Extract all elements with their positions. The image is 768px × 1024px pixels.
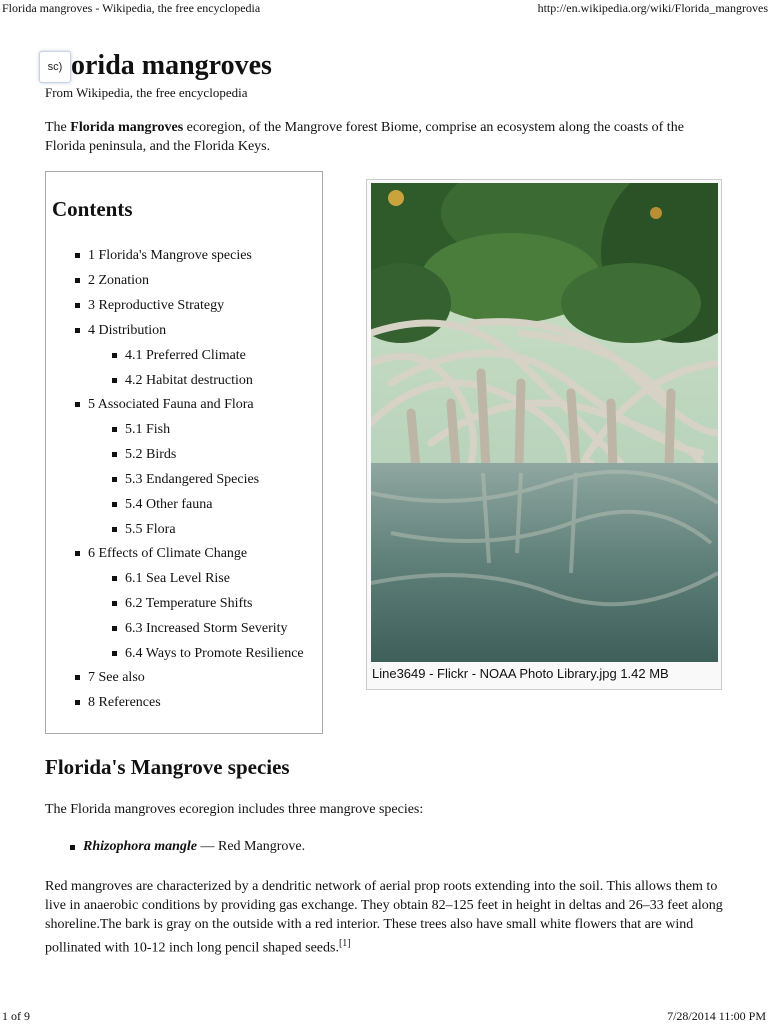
bullet-icon bbox=[75, 303, 80, 308]
toc-item[interactable]: 5 Associated Fauna and Flora bbox=[88, 396, 254, 413]
toc-item[interactable]: 3 Reproductive Strategy bbox=[88, 297, 224, 314]
citation-link[interactable]: [1] bbox=[338, 938, 351, 949]
print-footer-datetime: 7/28/2014 11:00 PM bbox=[667, 1009, 766, 1023]
bullet-icon bbox=[112, 601, 117, 606]
toc-subitem[interactable]: 5.2 Birds bbox=[125, 446, 176, 463]
bullet-icon bbox=[112, 576, 117, 581]
print-footer-page-count: 1 of 9 bbox=[2, 1009, 30, 1023]
figure-thumbnail bbox=[366, 179, 722, 690]
bullet-icon bbox=[112, 502, 117, 507]
toc-subitem[interactable]: 6.1 Sea Level Rise bbox=[125, 570, 230, 587]
toc-subitem[interactable]: 6.4 Ways to Promote Resilience bbox=[125, 645, 304, 662]
toc-subitem[interactable]: 5.4 Other fauna bbox=[125, 496, 212, 513]
bullet-icon bbox=[112, 452, 117, 457]
bullet-icon bbox=[75, 700, 80, 705]
toc-subitem[interactable]: 5.3 Endangered Species bbox=[125, 471, 259, 488]
print-header-title: Florida mangroves - Wikipedia, the free encyclopedia bbox=[2, 1, 261, 15]
bullet-icon bbox=[70, 845, 75, 850]
mangrove-photo[interactable] bbox=[371, 183, 718, 662]
toc-item[interactable]: 1 Florida's Mangrove species bbox=[88, 247, 252, 264]
bullet-icon bbox=[112, 626, 117, 631]
overlay-badge[interactable]: sc) bbox=[39, 51, 71, 83]
bullet-icon bbox=[75, 551, 80, 556]
intro-paragraph: The Florida mangroves ecoregion, of the Mangrove forest Biome, comprise an ecosystem along the coasts of the Florida peninsula, and the Florida Keys. bbox=[45, 120, 684, 154]
section-paragraph: The Florida mangroves ecoregion includes three mangrove species: bbox=[45, 802, 424, 817]
toc-subitem[interactable]: 6.2 Temperature Shifts bbox=[125, 595, 252, 612]
toc-subitem[interactable]: 5.5 Flora bbox=[125, 521, 176, 538]
bullet-icon bbox=[112, 477, 117, 482]
page-subtitle: From Wikipedia, the free encyclopedia bbox=[45, 85, 248, 100]
toc-subitem[interactable]: 4.2 Habitat destruction bbox=[125, 372, 253, 389]
bullet-icon bbox=[112, 527, 117, 532]
toc-item[interactable]: 4 Distribution bbox=[88, 322, 166, 339]
toc-item[interactable]: 8 References bbox=[88, 694, 161, 711]
toc-item[interactable]: 2 Zonation bbox=[88, 272, 149, 289]
bullet-icon bbox=[75, 278, 80, 283]
toc-subitem[interactable]: 5.1 Fish bbox=[125, 421, 170, 438]
intro-bold-term[interactable]: Florida mangroves bbox=[70, 120, 184, 135]
bullet-icon bbox=[75, 253, 80, 258]
table-of-contents bbox=[45, 171, 323, 734]
bullet-icon bbox=[112, 427, 117, 432]
toc-title: Contents bbox=[52, 197, 133, 221]
bullet-icon bbox=[112, 353, 117, 358]
print-header-url: http://en.wikipedia.org/wiki/Florida_mangroves bbox=[537, 1, 768, 15]
bullet-icon bbox=[75, 328, 80, 333]
toc-item[interactable]: 6 Effects of Climate Change bbox=[88, 545, 247, 562]
section-heading: Florida's Mangrove species bbox=[45, 755, 290, 779]
bullet-icon bbox=[75, 402, 80, 407]
bullet-icon bbox=[75, 675, 80, 680]
bullet-icon bbox=[112, 378, 117, 383]
toc-subitem[interactable]: 4.1 Preferred Climate bbox=[125, 347, 246, 364]
toc-subitem[interactable]: 6.3 Increased Storm Severity bbox=[125, 620, 288, 637]
toc-item[interactable]: 7 See also bbox=[88, 669, 145, 686]
section-paragraph-red-mangrove: Red mangroves are characterized by a dendritic network of aerial prop roots extending into the soil. This allows them to live in anaerobic conditions by providing gas exchange. They obtain 82–125 feet in height in deltas and 26–33 feet along shoreline.The bark is gray on the outside with a red interior. These trees also have small white flowers that are wind pollinated with 10-12 inch long pencil shaped seeds.[1] bbox=[45, 879, 723, 956]
figure-caption: Line3649 - Flickr - NOAA Photo Library.jpg 1.42 MB bbox=[372, 666, 669, 681]
species-list-item: Rhizophora mangle — Red Mangrove. bbox=[83, 839, 305, 855]
species-name-link[interactable]: Rhizophora mangle bbox=[83, 839, 197, 854]
bullet-icon bbox=[112, 651, 117, 656]
page-title: orida mangroves bbox=[71, 50, 272, 81]
